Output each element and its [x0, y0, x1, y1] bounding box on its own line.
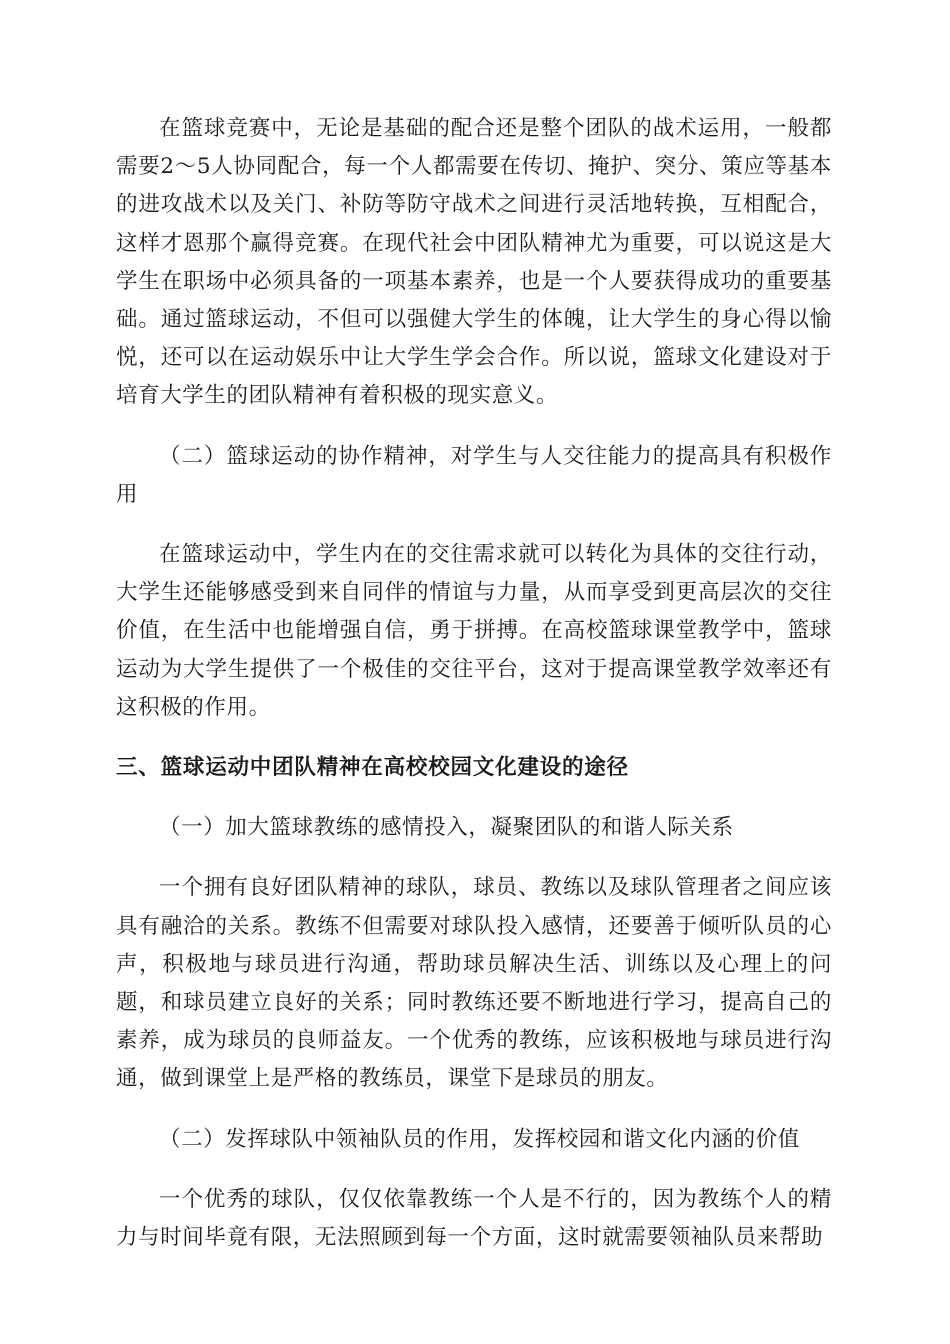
subheading-leader-players: （二）发挥球队中领袖队员的作用，发挥校园和谐文化内涵的价值: [159, 1126, 800, 1152]
paragraph-coach-relationship: 一个拥有良好团队精神的球队，球员、教练以及球队管理者之间应该具有融洽的关系。教练不但需要对球队投入感情，还要善于倾听队员的心声，积极地与球员进行沟通，帮助球员解决生活、训练以及心理上的问题，和球员建立良好的关系；同时教练还要不断地进行学习，提高自己的素养，成为球员的良师益友。一个优秀的教练，应该积极地与球员进行沟通，做到课堂上是严格的教练员，课堂下是球员的朋友。: [116, 875, 832, 1092]
document-body: [116, 110, 832, 1279]
paragraph-social-interaction: 在篮球运动中，学生内在的交往需求就可以转化为具体的交往行动，大学生还能够感受到来自同伴的情谊与力量，从而享受到更高层次的交往价值，在生活中也能增强自信，勇于拼搏。在高校篮球课堂教学中，篮球运动为大学生提供了一个极佳的交往平台，这对于提高课堂教学效率还有这积极的作用。: [116, 542, 832, 720]
paragraph-leader-players: 一个优秀的球队，仅仅依靠教练一个人是不行的，因为教练个人的精力与时间毕竟有限，无法照顾到每一个方面，这时就需要领袖队员来帮助: [116, 1186, 832, 1251]
paragraph-teamwork-significance: 在篮球竞赛中，无论是基础的配合还是整个团队的战术运用，一般都需要2～5人协同配合，每一个人都需要在传切、掩护、突分、策应等基本的进攻战术以及关门、补防等防守战术之间进行灵活地转换，互相配合，这样才恩那个赢得竞赛。在现代社会中团队精神尤为重要，可以说这是大学生在职场中必须具备的一项基本素养，也是一个人要获得成功的重要基础。通过篮球运动，不但可以强健大学生的体魄，让大学生的身心得以愉悦，还可以在运动娱乐中让大学生学会合作。所以说，篮球文化建设对于培育大学生的团队精神有着积极的现实意义。: [116, 116, 832, 409]
subheading-cooperation-spirit: （二）篮球运动的协作精神，对学生与人交往能力的提高具有积极作用: [116, 443, 832, 507]
subheading-coach-emotional-investment: （一）加大篮球教练的感情投入，凝聚团队的和谐人际关系: [159, 815, 734, 841]
section-heading-three: 三、篮球运动中团队精神在高校校园文化建设的途径: [116, 755, 629, 781]
